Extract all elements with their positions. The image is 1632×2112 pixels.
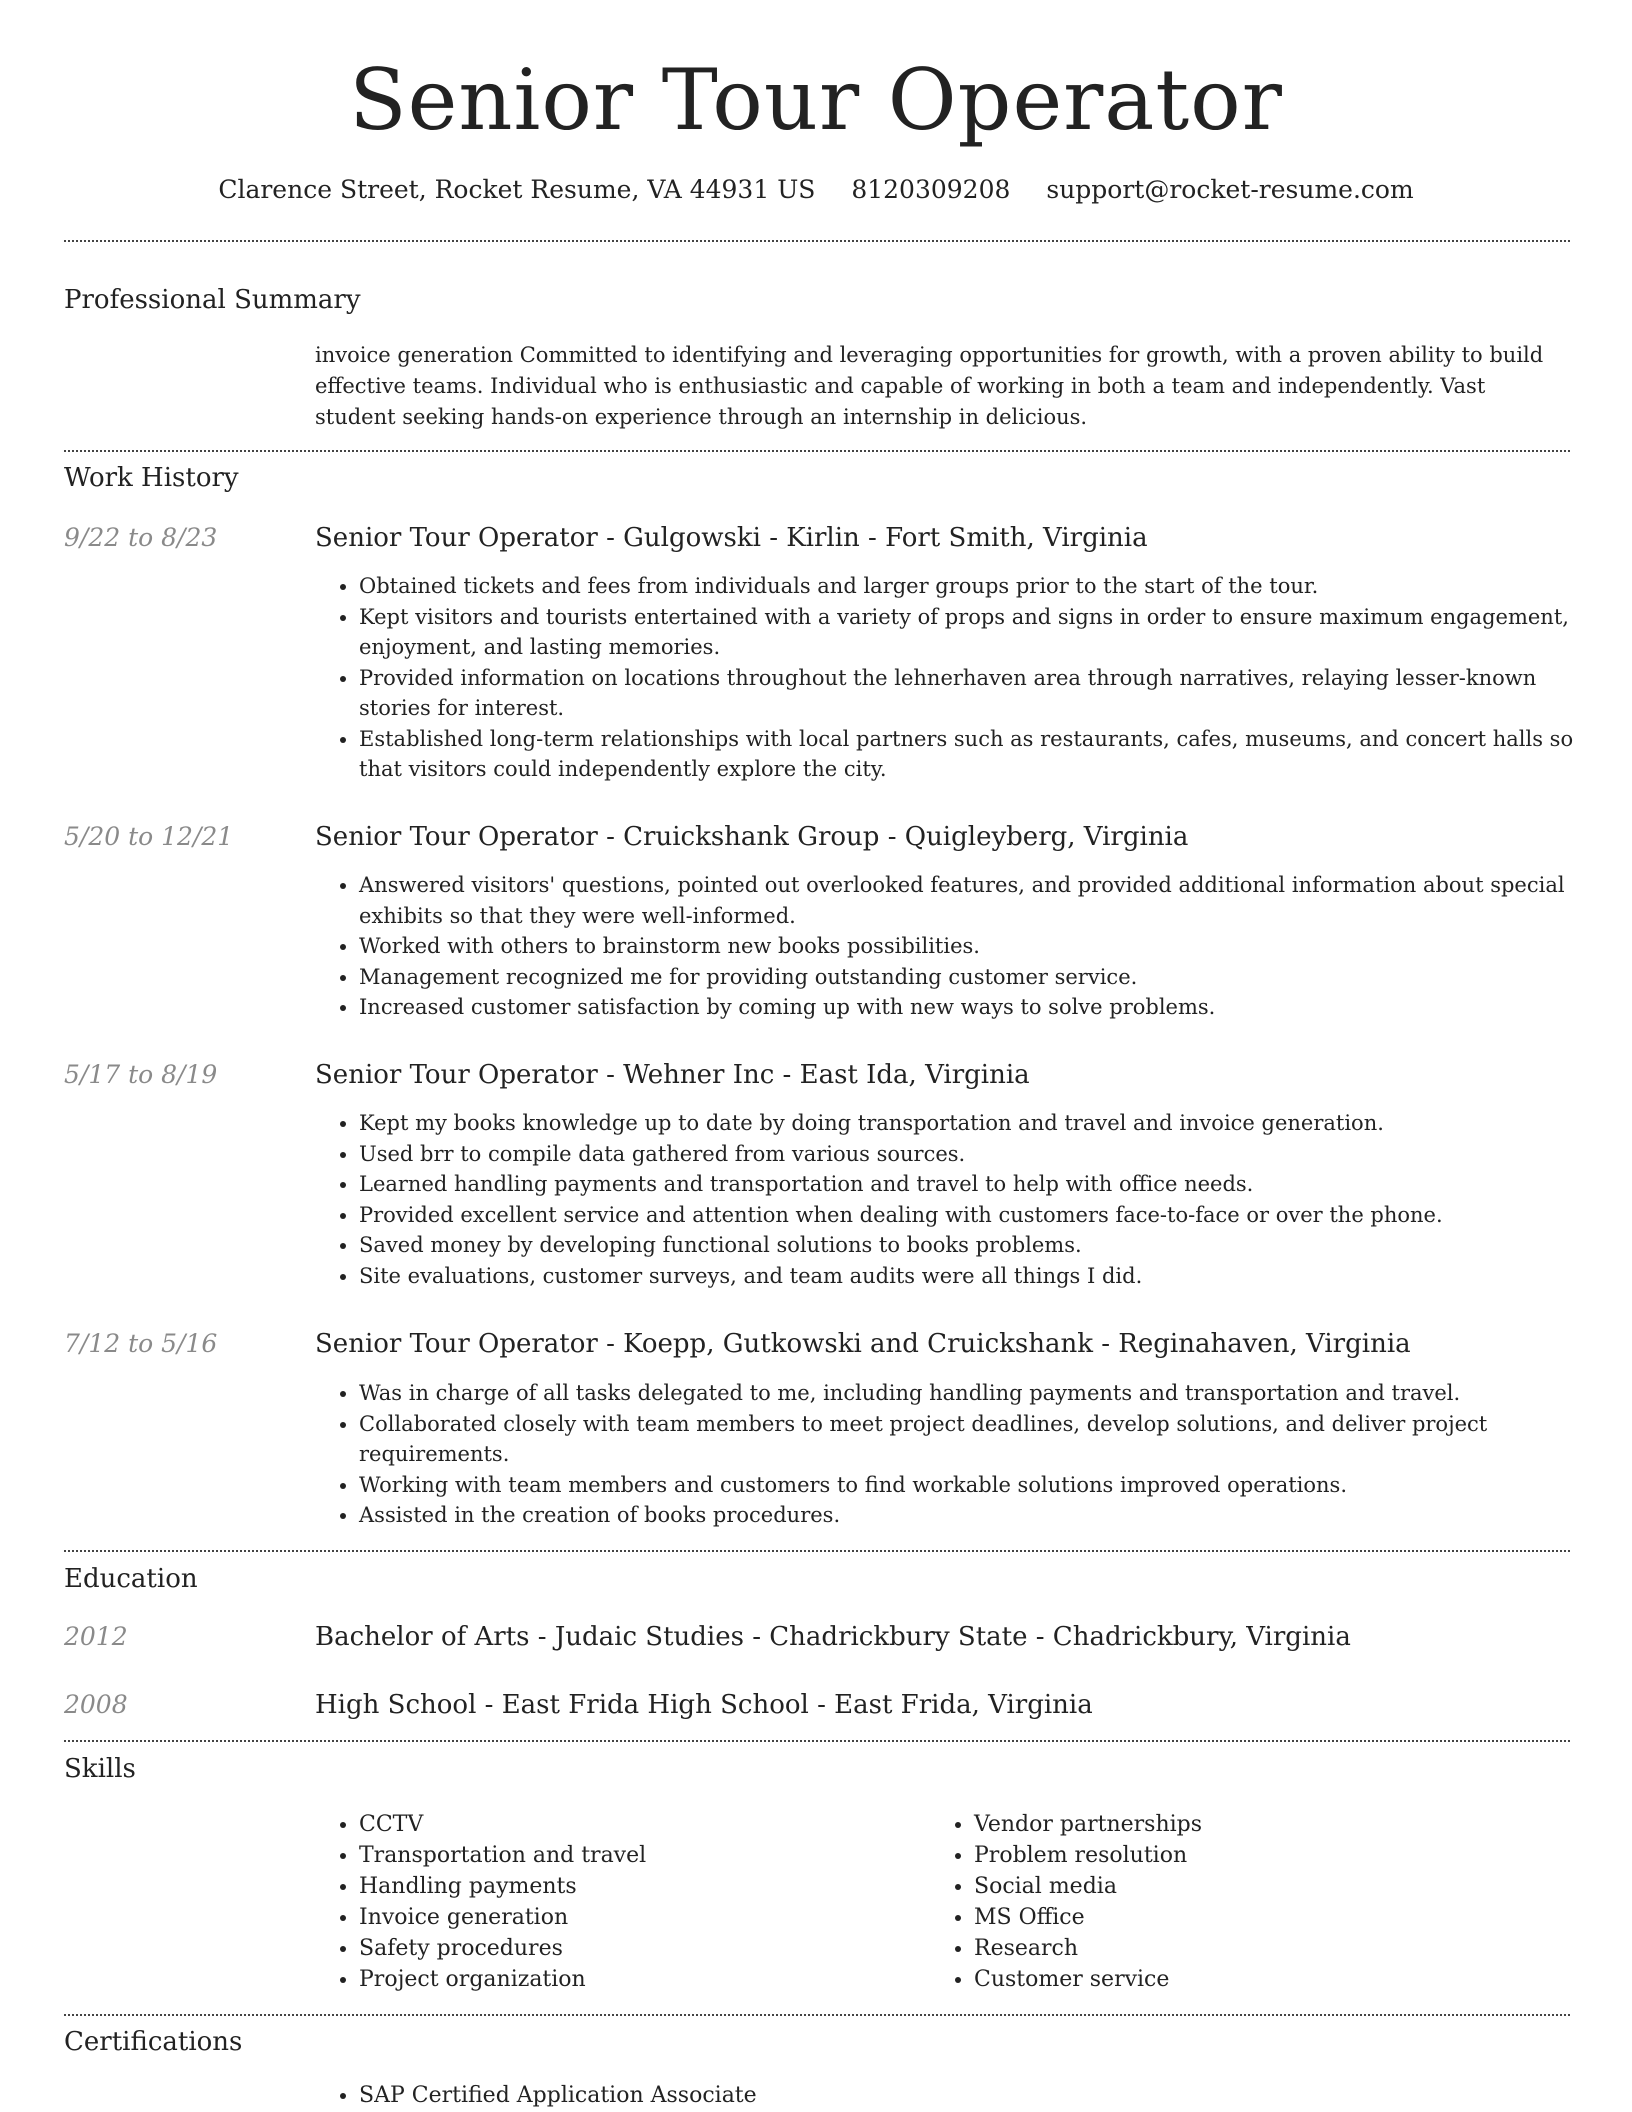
job-role: Senior Tour Operator [315,822,598,852]
job-bullet: • Provided information on locations throughout the lehnerhaven area through narratives, relaying lesser-known stories for interest. [359,663,1609,724]
job-bullet: • Was in charge of all tasks delegated to me, including handling payments and transportation and travel. [359,1378,1609,1409]
divider [64,2014,1570,2016]
job-dates: 5/17 to 8/19 [64,1060,218,1089]
skill-item: • Safety procedures [359,1933,919,1964]
education-school: - East Frida High School - East Frida, Virginia [476,1690,1093,1720]
job-bullet: • Provided excellent service and attention when dealing with customers face-to-face or over the phone. [359,1200,1609,1231]
job-dates: 5/20 to 12/21 [64,822,234,851]
work-heading: Work History [64,463,239,493]
job-bullet: • Kept visitors and tourists entertained with a variety of props and signs in order to ensure maximum engagement, enjoyment, and lasting memories. [359,602,1609,663]
education-degree: Bachelor of Arts - Judaic Studies [315,1622,744,1652]
job-bullets [315,1108,1609,1291]
divider [64,1740,1570,1742]
job-title [315,820,1188,854]
skills-list-left [315,1809,919,1995]
resume-title: Senior Tour Operator [349,51,1283,149]
job-role: Senior Tour Operator [315,1329,598,1359]
certifications-heading: Certifications [64,2027,243,2057]
job-title [315,521,1148,555]
contact-email[interactable]: support@rocket-resume.com [1046,175,1414,204]
job-title [315,1327,1411,1361]
job-role: Senior Tour Operator [315,1060,598,1090]
job-employer: - Gulgowski - Kirlin - Fort Smith, Virginia [597,523,1148,553]
job-bullet: • Collaborated closely with team members to meet project deadlines, develop solutions, and deliver project requirements. [359,1409,1609,1470]
skill-item: • Social media [974,1871,1574,1902]
skill-item: • MS Office [974,1902,1574,1933]
certification-item: • SAP Certified Application Associate [359,2080,1159,2111]
divider [64,240,1570,242]
skills-heading: Skills [64,1754,136,1784]
job-role: Senior Tour Operator [315,523,598,553]
job-bullet: • Working with team members and customers to find workable solutions improved operations. [359,1470,1609,1501]
education-school: - Chadrickbury State - Chadrickbury, Virginia [743,1622,1351,1652]
contact-phone: 8120309208 [851,175,1011,204]
job-bullet: • Increased customer satisfaction by coming up with new ways to solve problems. [359,992,1609,1023]
skill-item: • Project organization [359,1964,919,1995]
skill-item: • Invoice generation [359,1902,919,1933]
job-employer: - Koepp, Gutkowski and Cruickshank - Reginahaven, Virginia [597,1329,1411,1359]
job-title [315,1058,1030,1092]
job-dates: 7/12 to 5/16 [64,1329,218,1358]
education-degree: High School [315,1690,477,1720]
job-bullet: • Answered visitors' questions, pointed out overlooked features, and provided additional information about special exhibits so that they were well-informed. [359,870,1609,931]
certifications-list [315,2080,1159,2111]
skill-item: • Problem resolution [974,1840,1574,1871]
skill-item: • Research [974,1933,1574,1964]
job-bullet: • Used brr to compile data gathered from various sources. [359,1139,1609,1170]
skill-item: • Customer service [974,1964,1574,1995]
education-year: 2008 [64,1690,128,1719]
job-bullet: • Kept my books knowledge up to date by doing transportation and travel and invoice generation. [359,1108,1609,1139]
education-entry [315,1688,1093,1722]
summary-heading: Professional Summary [64,285,361,315]
education-year: 2012 [64,1622,128,1651]
skills-list-right [930,1809,1574,1995]
job-bullet: • Management recognized me for providing outstanding customer service. [359,962,1609,993]
job-dates: 9/22 to 8/23 [64,523,218,552]
skill-item: • Transportation and travel [359,1840,919,1871]
skill-item: • Handling payments [359,1871,919,1902]
job-bullets [315,870,1609,1023]
contact-line [0,172,1632,208]
job-bullet: • Site evaluations, customer surveys, and team audits were all things I did. [359,1261,1609,1292]
job-bullet: • Saved money by developing functional solutions to books problems. [359,1230,1609,1261]
summary-text: invoice generation Committed to identifying and leveraging opportunities for growth, with a proven ability to build effective teams. Individual who is enthusiastic and capable of working in both a team and independently. Vast student seeking hands-on experience through an internship in delicious. [315,343,1544,429]
skill-item: • CCTV [359,1809,919,1840]
job-bullet: • Established long-term relationships with local partners such as restaurants, cafes, museums, and concert halls so that visitors could independently explore the city. [359,724,1609,785]
job-bullets [315,1378,1609,1531]
divider [64,1550,1570,1552]
job-bullet: • Worked with others to brainstorm new books possibilities. [359,931,1609,962]
job-employer: - Cruickshank Group - Quigleyberg, Virginia [597,822,1189,852]
contact-address: Clarence Street, Rocket Resume, VA 44931 US [218,175,816,204]
education-heading: Education [64,1564,198,1594]
skill-item: • Vendor partnerships [974,1809,1574,1840]
education-entry [315,1620,1351,1654]
divider [64,450,1570,452]
job-employer: - Wehner Inc - East Ida, Virginia [597,1060,1030,1090]
job-bullet: • Assisted in the creation of books procedures. [359,1500,1609,1531]
job-bullets [315,571,1609,785]
job-bullet: • Obtained tickets and fees from individuals and larger groups prior to the start of the tour. [359,571,1609,602]
job-bullet: • Learned handling payments and transportation and travel to help with office needs. [359,1169,1609,1200]
